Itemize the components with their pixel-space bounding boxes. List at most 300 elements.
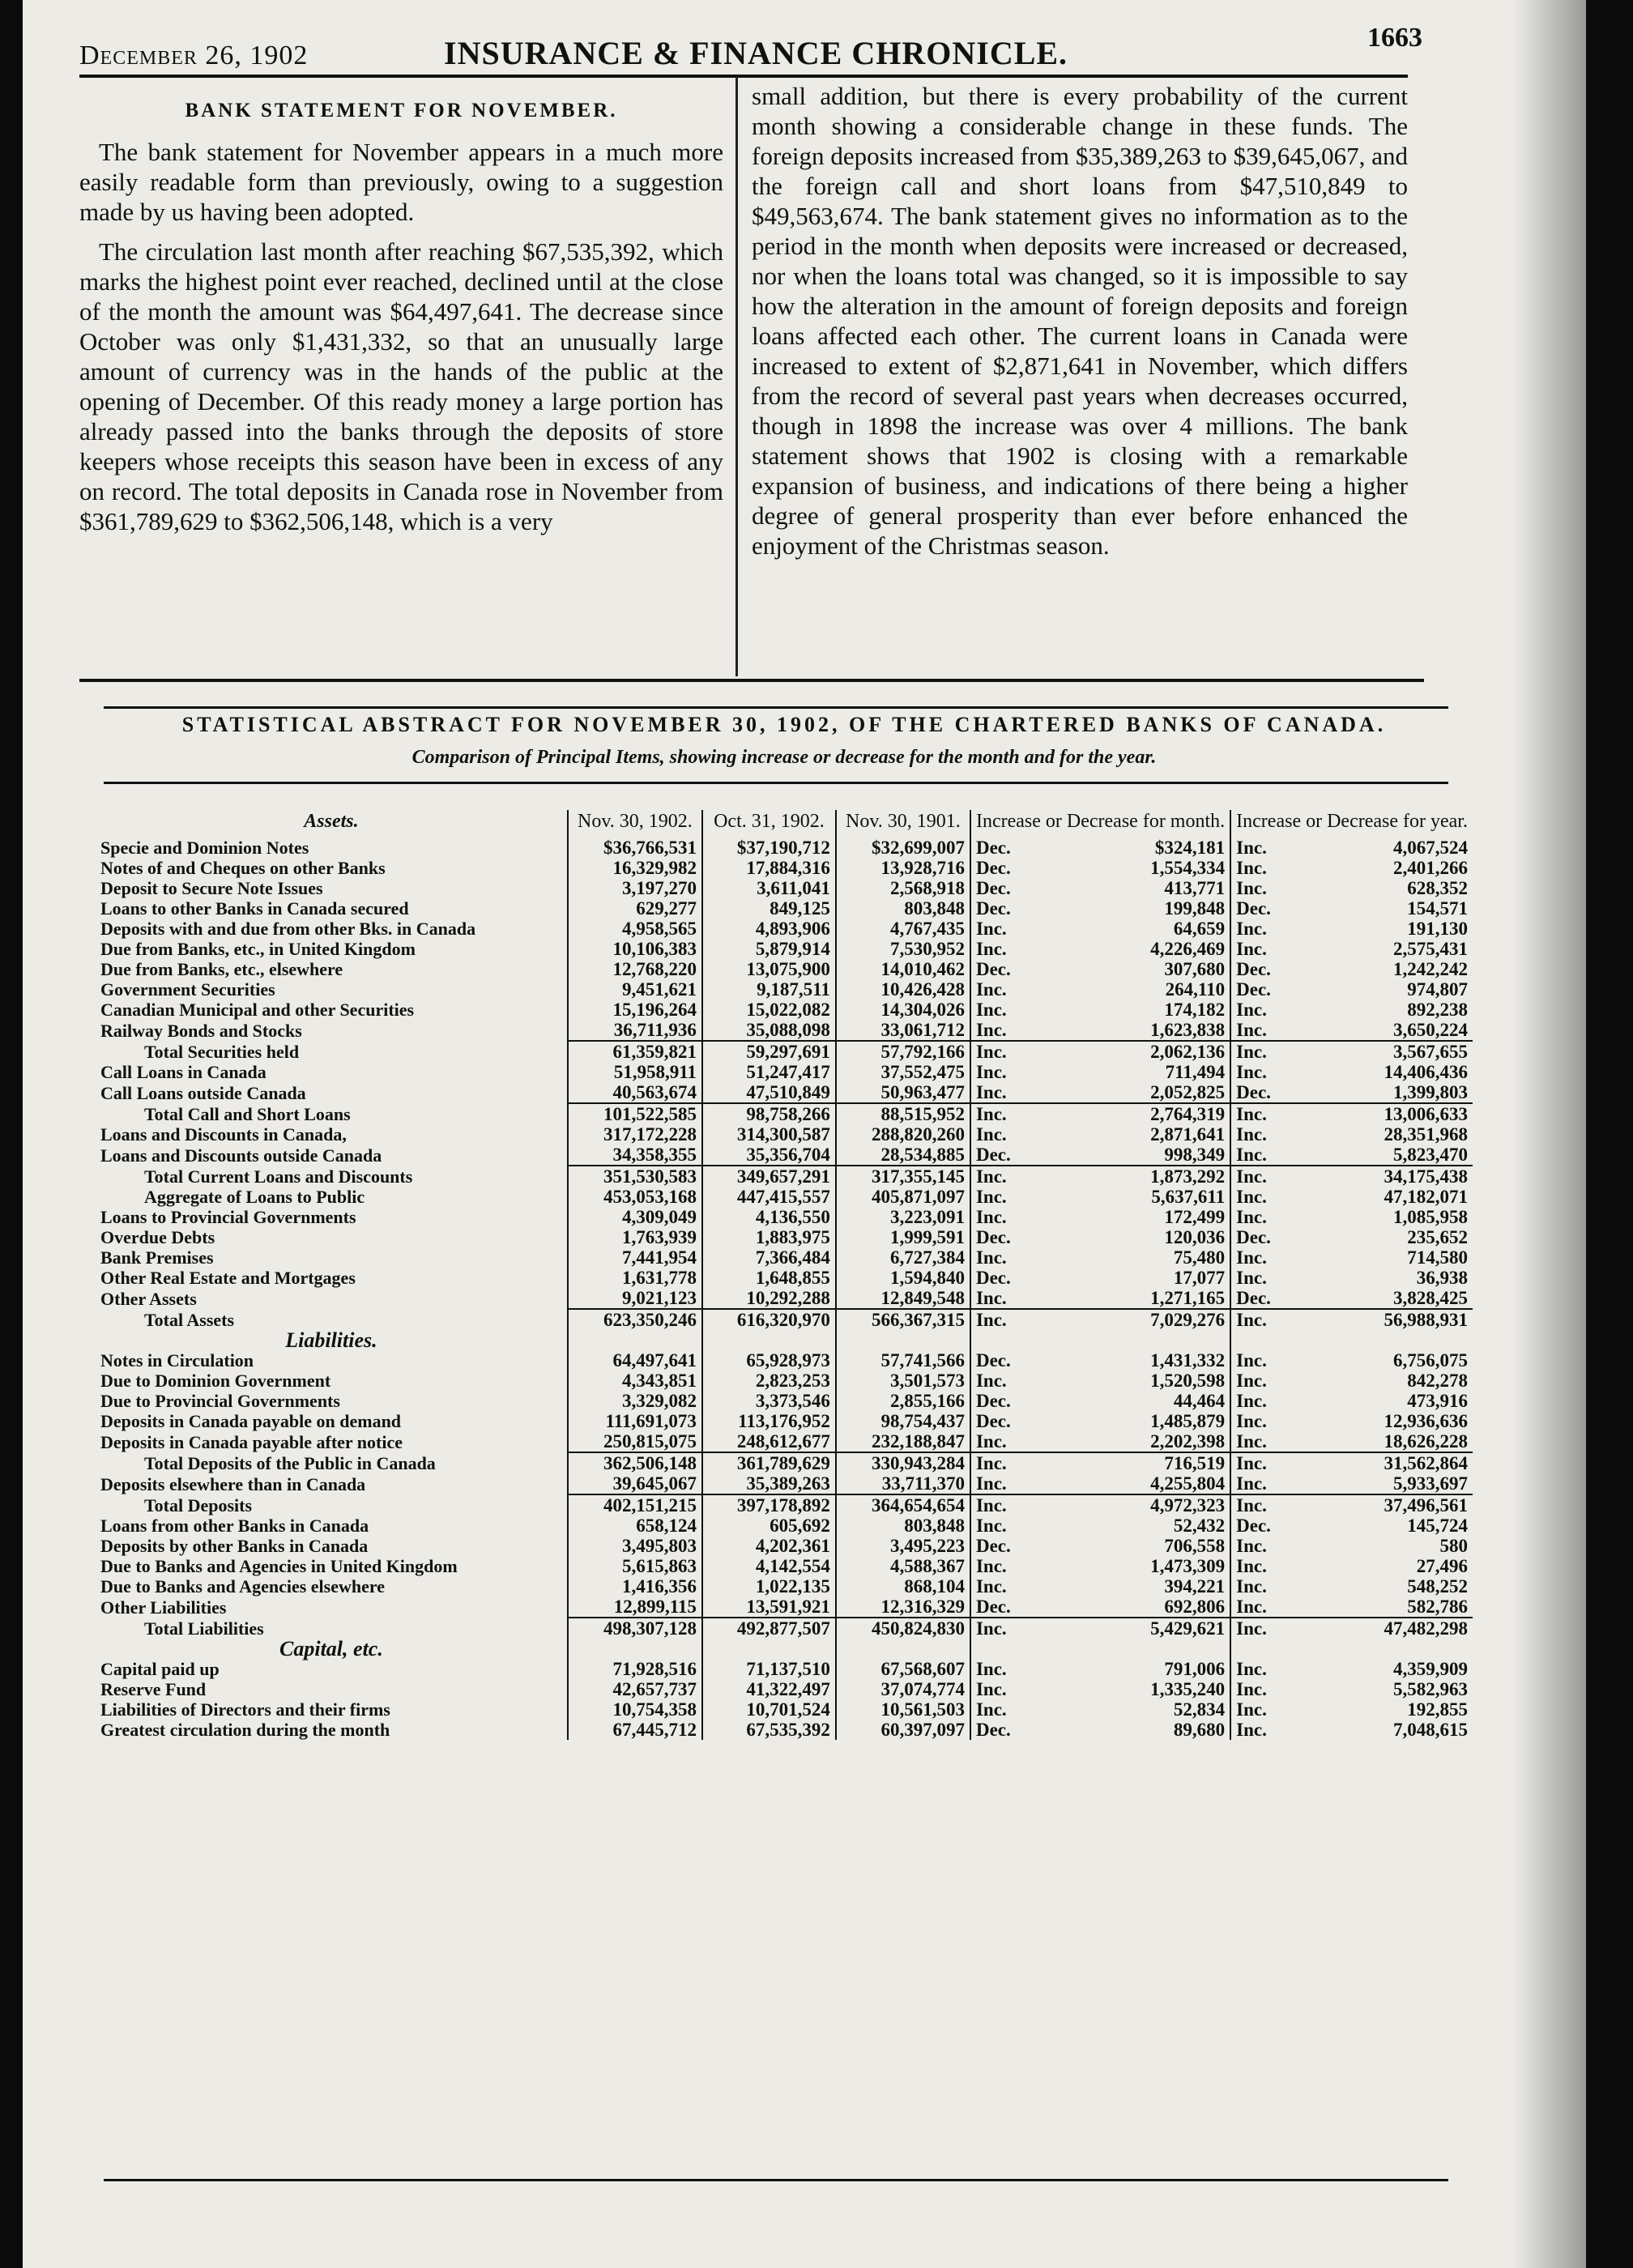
value-oct-1902: 4,202,361	[702, 1536, 836, 1556]
table-header-rule	[104, 782, 1448, 784]
year-direction: Inc.	[1230, 1597, 1290, 1618]
table-row	[96, 1431, 1473, 1452]
row-label: Other Liabilities	[100, 1597, 227, 1618]
month-direction: Dec.	[970, 1268, 1030, 1288]
value-nov-1902: 250,815,075	[568, 1431, 702, 1452]
month-direction: Inc.	[970, 1288, 1030, 1309]
month-change-amount: 1,873,292	[1030, 1166, 1230, 1187]
value-nov-1901: 6,727,384	[836, 1247, 970, 1268]
month-change-amount: 1,485,879	[1150, 1411, 1226, 1431]
year-direction: Dec.	[1230, 979, 1290, 1000]
value-nov-1902: 40,563,674	[568, 1082, 702, 1103]
value-oct-1902: 1,648,855	[702, 1268, 836, 1288]
year-change-amount: 1,085,958	[1393, 1207, 1468, 1227]
year-change-amount: 2,575,431	[1393, 939, 1468, 959]
article-paragraph: The circulation last month after reaching $67,535,392, which marks the highest point ever reached, declined until at the close of the month the amount was $64,497,641. The decrease since October was only $1,431,332, so that an unusually large amount of currency was in the hands of the public at the opening of December. Of this ready money a large portion has already passed into the banks through the deposits of store keepers whose receipts this season have been in excess of any on record. The total deposits in Canada rose in November from $361,789,629 to $362,506,148, which is a very	[79, 237, 723, 535]
month-direction: Inc.	[970, 1494, 1030, 1516]
value-nov-1902: 1,631,778	[568, 1268, 702, 1288]
value-nov-1901: 288,820,260	[836, 1124, 970, 1145]
month-direction: Dec.	[970, 1720, 1030, 1740]
row-label: Due from Banks, etc., in United Kingdom	[100, 939, 416, 959]
value-oct-1902: 51,247,417	[702, 1062, 836, 1082]
year-change-amount: 27,496	[1416, 1556, 1468, 1576]
year-direction: Inc.	[1230, 1411, 1290, 1431]
row-label: Reserve Fund	[100, 1679, 207, 1699]
value-nov-1901: 1,999,591	[836, 1227, 970, 1247]
year-change-amount: 1,242,242	[1393, 959, 1468, 979]
value-oct-1902: 314,300,587	[702, 1124, 836, 1145]
value-oct-1902: 15,022,082	[702, 1000, 836, 1020]
row-label: Deposits in Canada payable on demand	[100, 1411, 402, 1431]
value-oct-1902: 4,893,906	[702, 919, 836, 939]
row-label: Total Current Loans and Discounts	[144, 1166, 413, 1187]
value-oct-1902: $37,190,712	[702, 838, 836, 858]
year-direction: Inc.	[1230, 1145, 1290, 1166]
month-direction: Inc.	[970, 1618, 1030, 1639]
publication-title: INSURANCE & FINANCE CHRONICLE.	[444, 35, 1068, 71]
year-direction: Inc.	[1230, 1041, 1290, 1062]
value-oct-1902: 9,187,511	[702, 979, 836, 1000]
value-nov-1901: 12,849,548	[836, 1288, 970, 1309]
year-direction: Inc.	[1230, 1679, 1290, 1699]
value-nov-1901: 98,754,437	[836, 1411, 970, 1431]
table-row	[96, 1082, 1473, 1103]
month-change-amount: 716,519	[1030, 1452, 1230, 1473]
value-nov-1901: 60,397,097	[836, 1720, 970, 1740]
value-nov-1902: 67,445,712	[568, 1720, 702, 1740]
month-change-amount: 7,029,276	[1030, 1309, 1230, 1330]
month-change-amount: 52,834	[1173, 1699, 1226, 1720]
table-row	[96, 1227, 1473, 1247]
year-direction: Inc.	[1230, 1166, 1290, 1187]
row-label: Capital paid up	[100, 1659, 220, 1679]
value-oct-1902: 2,823,253	[702, 1371, 836, 1391]
table-row	[96, 858, 1473, 878]
table-row	[96, 1288, 1473, 1309]
row-label: Canadian Municipal and other Securities	[100, 1000, 415, 1020]
value-nov-1902: 362,506,148	[568, 1452, 702, 1473]
month-direction: Inc.	[970, 1473, 1030, 1494]
value-oct-1902: 13,591,921	[702, 1597, 836, 1618]
value-nov-1902: 5,615,863	[568, 1556, 702, 1576]
table-row	[96, 1411, 1473, 1431]
row-label: Total Securities held	[144, 1041, 300, 1062]
month-direction: Dec.	[970, 1350, 1030, 1371]
value-nov-1901: 803,848	[836, 898, 970, 919]
year-change-amount: 1,399,803	[1393, 1082, 1468, 1102]
col-month-change-header: Increase or Decrease for month.	[970, 810, 1230, 838]
year-change-amount: 714,580	[1407, 1247, 1468, 1268]
row-label: Other Assets	[100, 1288, 197, 1309]
month-change-amount: 2,871,641	[1150, 1124, 1226, 1145]
table-row	[96, 1576, 1473, 1597]
row-label: Bank Premises	[100, 1247, 214, 1268]
value-nov-1901: 2,855,166	[836, 1391, 970, 1411]
table-subtitle: Comparison of Principal Items, showing increase or decrease for the month and for the year.	[411, 747, 1157, 768]
page-number: 1663	[1367, 23, 1422, 53]
month-direction: Dec.	[970, 1391, 1030, 1411]
value-nov-1902: 629,277	[568, 898, 702, 919]
row-label: Greatest circulation during the month	[100, 1720, 390, 1740]
section-heading-row	[96, 1330, 1473, 1350]
value-nov-1901: 37,552,475	[836, 1062, 970, 1082]
year-direction: Inc.	[1230, 1699, 1290, 1720]
year-change-amount: 628,352	[1407, 878, 1468, 898]
year-direction: Inc.	[1230, 1391, 1290, 1411]
month-change-amount: 1,520,598	[1150, 1371, 1226, 1391]
month-change-amount: 44,464	[1173, 1391, 1226, 1411]
row-label: Total Call and Short Loans	[144, 1103, 351, 1124]
assets-section-heading: Assets.	[304, 811, 359, 832]
month-direction: Inc.	[970, 1659, 1030, 1679]
year-direction: Inc.	[1230, 1431, 1290, 1452]
row-label: Government Securities	[100, 979, 275, 1000]
month-direction: Inc.	[970, 1041, 1030, 1062]
value-nov-1901: 3,223,091	[836, 1207, 970, 1227]
table-row	[96, 1720, 1473, 1740]
year-direction: Inc.	[1230, 1268, 1290, 1288]
year-direction: Inc.	[1230, 1473, 1290, 1494]
month-change-amount: 264,110	[1165, 979, 1226, 1000]
section-heading: Liabilities.	[285, 1328, 377, 1352]
year-direction: Inc.	[1230, 1494, 1290, 1516]
table-row	[96, 1000, 1473, 1020]
table-row	[96, 1103, 1473, 1124]
row-label: Total Deposits	[144, 1494, 253, 1516]
month-direction: Inc.	[970, 939, 1030, 959]
month-direction: Inc.	[970, 1062, 1030, 1082]
value-nov-1902: 10,754,358	[568, 1699, 702, 1720]
month-direction: Inc.	[970, 1187, 1030, 1207]
month-change-amount: 2,764,319	[1030, 1103, 1230, 1124]
year-change-amount: 2,401,266	[1393, 858, 1468, 878]
table-row	[96, 838, 1473, 858]
row-label: Loans and Discounts outside Canada	[100, 1145, 382, 1166]
value-oct-1902: 248,612,677	[702, 1431, 836, 1452]
year-direction: Dec.	[1230, 1227, 1290, 1247]
value-oct-1902: 3,373,546	[702, 1391, 836, 1411]
month-direction: Inc.	[970, 1103, 1030, 1124]
value-oct-1902: 349,657,291	[702, 1166, 836, 1187]
year-change-amount: 892,238	[1407, 1000, 1468, 1020]
year-direction: Inc.	[1230, 1371, 1290, 1391]
value-oct-1902: 1,022,135	[702, 1576, 836, 1597]
year-direction: Inc.	[1230, 1000, 1290, 1020]
value-nov-1902: 1,416,356	[568, 1576, 702, 1597]
table-top-rule	[104, 706, 1448, 709]
value-nov-1901: 405,871,097	[836, 1187, 970, 1207]
year-change-amount: 36,938	[1416, 1268, 1468, 1288]
month-direction: Inc.	[970, 1431, 1030, 1452]
row-label: Other Real Estate and Mortgages	[100, 1268, 356, 1288]
month-change-amount: 1,554,334	[1150, 858, 1226, 878]
year-change-amount: 145,724	[1407, 1516, 1468, 1536]
row-label: Due to Banks and Agencies in United Kingdom	[100, 1556, 458, 1576]
table-row	[96, 1062, 1473, 1082]
year-direction: Inc.	[1230, 1659, 1290, 1679]
value-nov-1902: 3,329,082	[568, 1391, 702, 1411]
value-oct-1902: 4,142,554	[702, 1556, 836, 1576]
table-row	[96, 1452, 1473, 1473]
month-change-amount: 172,499	[1164, 1207, 1226, 1227]
row-label: Call Loans outside Canada	[100, 1082, 306, 1103]
value-nov-1902: 3,495,803	[568, 1536, 702, 1556]
year-change-amount: 235,652	[1407, 1227, 1468, 1247]
value-oct-1902: 67,535,392	[702, 1720, 836, 1740]
month-direction: Dec.	[970, 898, 1030, 919]
article-paragraph: The bank statement for November appears in a much more easily readable form than previously, owing to a suggestion made by us having been adopted.	[79, 138, 723, 226]
value-oct-1902: 41,322,497	[702, 1679, 836, 1699]
year-change-amount: 473,916	[1407, 1391, 1468, 1411]
year-direction: Inc.	[1230, 1103, 1290, 1124]
month-change-amount: 2,202,398	[1150, 1431, 1226, 1452]
row-label: Liabilities of Directors and their firms	[100, 1699, 390, 1720]
month-change-amount: 307,680	[1164, 959, 1226, 979]
value-oct-1902: 35,356,704	[702, 1145, 836, 1166]
table-row	[96, 898, 1473, 919]
year-direction: Inc.	[1230, 939, 1290, 959]
month-change-amount: 120,036	[1164, 1227, 1226, 1247]
statistical-abstract-table	[96, 810, 1473, 1740]
month-direction: Dec.	[970, 838, 1030, 858]
table-row	[96, 1207, 1473, 1227]
year-change-amount: 7,048,615	[1393, 1720, 1468, 1740]
table-row	[96, 1041, 1473, 1062]
value-nov-1901: 450,824,830	[836, 1618, 970, 1639]
month-direction: Inc.	[970, 1020, 1030, 1041]
table-row	[96, 1371, 1473, 1391]
month-direction: Dec.	[970, 858, 1030, 878]
month-direction: Inc.	[970, 1166, 1030, 1187]
value-oct-1902: 616,320,970	[702, 1309, 836, 1330]
article-paragraph: small addition, but there is every probability of the current month showing a considerable change in these funds. The foreign deposits increased from $35,389,263 to $39,645,067, and the foreign call and short loans from $47,510,849 to $49,563,674. The bank statement gives no information as to the period in the month when deposits were increased or decreased, nor when the loans total was changed, so it is impossible to say how the alteration in the amount of foreign deposits and foreign loans affected each other. The current loans in Canada were increased to extent of $2,871,641 in November, which differs from the record of several past years when decreases occurred, though in 1898 the increase was over 4 millions. The bank statement shows that 1902 is closing with a remarkable expansion of business, and indications of there being a higher degree of general prosperity than ever before enhanced the enjoyment of the Christmas season.	[752, 82, 1408, 560]
value-nov-1901: 88,515,952	[836, 1103, 970, 1124]
value-nov-1902: 658,124	[568, 1516, 702, 1536]
value-oct-1902: 1,883,975	[702, 1227, 836, 1247]
value-nov-1902: 39,645,067	[568, 1473, 702, 1494]
year-change-amount: 3,567,655	[1290, 1041, 1473, 1062]
row-label: Total Liabilities	[144, 1618, 264, 1639]
month-change-amount: 52,432	[1173, 1516, 1226, 1536]
year-change-amount: 192,855	[1407, 1699, 1468, 1720]
value-oct-1902: 10,292,288	[702, 1288, 836, 1309]
month-change-amount: 413,771	[1164, 878, 1226, 898]
month-change-amount: 199,848	[1164, 898, 1226, 919]
table-row	[96, 1597, 1473, 1618]
row-label: Deposits in Canada payable after notice	[100, 1431, 403, 1452]
row-label: Due to Dominion Government	[100, 1371, 331, 1391]
value-nov-1901: 1,594,840	[836, 1268, 970, 1288]
newspaper-page	[23, 0, 1586, 2268]
year-change-amount: 14,406,436	[1384, 1062, 1468, 1082]
value-oct-1902: 7,366,484	[702, 1247, 836, 1268]
month-change-amount: 89,680	[1173, 1720, 1226, 1740]
month-direction: Dec.	[970, 959, 1030, 979]
value-oct-1902: 65,928,973	[702, 1350, 836, 1371]
row-label: Total Assets	[144, 1309, 235, 1330]
month-direction: Inc.	[970, 1556, 1030, 1576]
month-change-amount: 5,637,611	[1151, 1187, 1226, 1207]
value-nov-1901: 50,963,477	[836, 1082, 970, 1103]
month-direction: Inc.	[970, 1309, 1030, 1330]
table-row	[96, 1536, 1473, 1556]
month-direction: Dec.	[970, 878, 1030, 898]
row-label: Railway Bonds and Stocks	[100, 1020, 302, 1041]
year-change-amount: 37,496,561	[1290, 1494, 1473, 1516]
year-change-amount: 548,252	[1407, 1576, 1468, 1597]
value-oct-1902: 5,879,914	[702, 939, 836, 959]
value-nov-1902: 15,196,264	[568, 1000, 702, 1020]
value-nov-1902: 4,309,049	[568, 1207, 702, 1227]
row-label: Aggregate of Loans to Public	[144, 1187, 365, 1207]
table-header-row	[96, 810, 1473, 838]
value-nov-1902: 623,350,246	[568, 1309, 702, 1330]
value-nov-1901: 33,061,712	[836, 1020, 970, 1041]
table-row	[96, 1699, 1473, 1720]
value-oct-1902: 71,137,510	[702, 1659, 836, 1679]
year-direction: Inc.	[1230, 858, 1290, 878]
table-row	[96, 1145, 1473, 1166]
month-change-amount: 64,659	[1173, 919, 1226, 939]
article-heading: BANK STATEMENT FOR NOVEMBER.	[185, 100, 618, 122]
year-direction: Dec.	[1230, 1082, 1290, 1103]
value-nov-1901: 232,188,847	[836, 1431, 970, 1452]
row-label: Notes of and Cheques on other Banks	[100, 858, 386, 878]
year-change-amount: 34,175,438	[1290, 1166, 1473, 1187]
year-change-amount: 5,823,470	[1393, 1145, 1468, 1165]
year-change-amount: 4,359,909	[1393, 1659, 1468, 1679]
year-direction: Inc.	[1230, 1350, 1290, 1371]
table-row	[96, 979, 1473, 1000]
year-direction: Inc.	[1230, 1247, 1290, 1268]
value-nov-1901: 33,711,370	[836, 1473, 970, 1494]
value-nov-1901: 37,074,774	[836, 1679, 970, 1699]
value-oct-1902: 492,877,507	[702, 1618, 836, 1639]
row-label: Deposits with and due from other Bks. in Canada	[100, 919, 476, 939]
value-oct-1902: 47,510,849	[702, 1082, 836, 1103]
value-oct-1902: 13,075,900	[702, 959, 836, 979]
year-direction: Dec.	[1230, 1516, 1290, 1536]
row-label: Due from Banks, etc., elsewhere	[100, 959, 343, 979]
value-nov-1901: $32,699,007	[836, 838, 970, 858]
month-change-amount: 2,062,136	[1030, 1041, 1230, 1062]
table-row	[96, 1494, 1473, 1516]
article-right-column	[752, 81, 1408, 570]
row-label: Notes in Circulation	[100, 1350, 254, 1371]
month-direction: Inc.	[970, 1679, 1030, 1699]
month-change-amount: 4,255,804	[1150, 1473, 1226, 1494]
year-direction: Inc.	[1230, 1618, 1290, 1639]
value-nov-1901: 364,654,654	[836, 1494, 970, 1516]
value-oct-1902: 849,125	[702, 898, 836, 919]
month-change-amount: 692,806	[1164, 1597, 1226, 1617]
year-change-amount: 47,182,071	[1384, 1187, 1468, 1207]
value-nov-1902: 9,021,123	[568, 1288, 702, 1309]
value-nov-1901: 2,568,918	[836, 878, 970, 898]
year-direction: Inc.	[1230, 1020, 1290, 1041]
month-direction: Inc.	[970, 919, 1030, 939]
row-label: Call Loans in Canada	[100, 1062, 266, 1082]
value-nov-1902: 101,522,585	[568, 1103, 702, 1124]
month-direction: Dec.	[970, 1411, 1030, 1431]
year-change-amount: 5,582,963	[1393, 1679, 1468, 1699]
page-bottom-rule	[104, 2179, 1448, 2181]
table-row	[96, 1391, 1473, 1411]
year-direction: Dec.	[1230, 1288, 1290, 1309]
value-nov-1901: 4,588,367	[836, 1556, 970, 1576]
value-nov-1902: $36,766,531	[568, 838, 702, 858]
month-change-amount: 1,623,838	[1150, 1020, 1226, 1040]
value-nov-1901: 67,568,607	[836, 1659, 970, 1679]
year-direction: Inc.	[1230, 919, 1290, 939]
value-oct-1902: 361,789,629	[702, 1452, 836, 1473]
table-row	[96, 1516, 1473, 1536]
month-direction: Dec.	[970, 1227, 1030, 1247]
month-change-amount: 174,182	[1164, 1000, 1226, 1020]
value-nov-1902: 453,053,168	[568, 1187, 702, 1207]
value-nov-1901: 14,010,462	[836, 959, 970, 979]
value-nov-1901: 3,495,223	[836, 1536, 970, 1556]
article-left-column	[79, 96, 723, 546]
month-change-amount: 1,335,240	[1150, 1679, 1226, 1699]
year-change-amount: 31,562,864	[1290, 1452, 1473, 1473]
row-label: Due to Banks and Agencies elsewhere	[100, 1576, 385, 1597]
year-change-amount: 12,936,636	[1384, 1411, 1468, 1431]
month-direction: Inc.	[970, 1247, 1030, 1268]
column-divider	[735, 77, 738, 676]
value-oct-1902: 10,701,524	[702, 1699, 836, 1720]
year-change-amount: 3,828,425	[1393, 1288, 1468, 1308]
row-label: Loans to other Banks in Canada secured	[100, 898, 409, 919]
year-change-amount: 3,650,224	[1393, 1020, 1468, 1040]
value-oct-1902: 59,297,691	[702, 1041, 836, 1062]
value-oct-1902: 447,415,557	[702, 1187, 836, 1207]
row-label: Loans to Provincial Governments	[100, 1207, 356, 1227]
value-nov-1902: 51,958,911	[568, 1062, 702, 1082]
value-nov-1901: 14,304,026	[836, 1000, 970, 1020]
year-change-amount: 580	[1439, 1536, 1468, 1556]
row-label: Overdue Debts	[100, 1227, 215, 1247]
month-change-amount: 17,077	[1173, 1268, 1226, 1288]
value-nov-1901: 3,501,573	[836, 1371, 970, 1391]
value-nov-1902: 61,359,821	[568, 1041, 702, 1062]
value-oct-1902: 98,758,266	[702, 1103, 836, 1124]
row-label: Deposit to Secure Note Issues	[100, 878, 323, 898]
value-oct-1902: 35,088,098	[702, 1020, 836, 1041]
month-direction: Inc.	[970, 1207, 1030, 1227]
year-change-amount: 4,067,524	[1393, 838, 1468, 858]
value-oct-1902: 4,136,550	[702, 1207, 836, 1227]
row-label: Deposits by other Banks in Canada	[100, 1536, 369, 1556]
value-nov-1902: 351,530,583	[568, 1166, 702, 1187]
month-change-amount: 4,226,469	[1150, 939, 1226, 959]
year-direction: Inc.	[1230, 878, 1290, 898]
year-direction: Inc.	[1230, 1124, 1290, 1145]
value-nov-1902: 4,343,851	[568, 1371, 702, 1391]
year-change-amount: 191,130	[1407, 919, 1468, 939]
value-nov-1901: 13,928,716	[836, 858, 970, 878]
value-nov-1902: 1,763,939	[568, 1227, 702, 1247]
table-row	[96, 1350, 1473, 1371]
year-change-amount: 6,756,075	[1393, 1350, 1468, 1371]
table-title: STATISTICAL ABSTRACT FOR NOVEMBER 30, 1902, OF THE CHARTERED BANKS OF CANADA.	[181, 713, 1387, 736]
value-nov-1901: 57,741,566	[836, 1350, 970, 1371]
value-nov-1901: 10,561,503	[836, 1699, 970, 1720]
header-rule	[79, 75, 1408, 78]
year-direction: Inc.	[1230, 1452, 1290, 1473]
value-oct-1902: 113,176,952	[702, 1411, 836, 1431]
month-change-amount: $324,181	[1154, 838, 1226, 858]
